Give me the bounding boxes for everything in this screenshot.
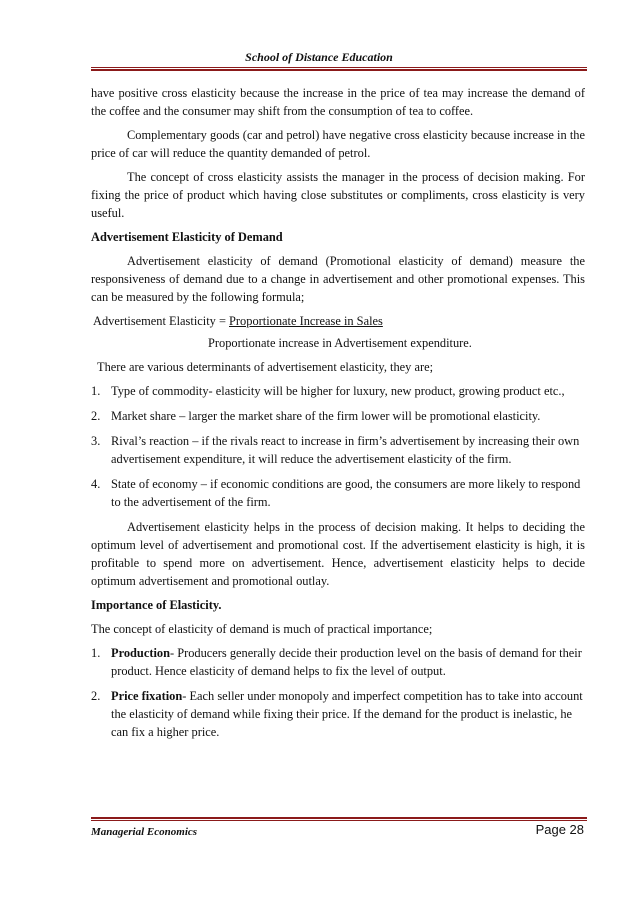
list-number: 2. xyxy=(91,409,101,423)
importance-heading: Importance of Elasticity. xyxy=(91,598,222,612)
formula-denominator: Proportionate increase in Advertisement expenditure. xyxy=(208,336,472,350)
page-body xyxy=(91,84,585,748)
list-number: 4. xyxy=(91,477,101,491)
list-item-text: Market share – larger the market share of the firm lower will be promotional elasticity. xyxy=(111,409,541,423)
importance-intro: The concept of elasticity of demand is much of practical importance; xyxy=(91,622,433,636)
list-item-text: - Producers generally decide their production level on the basis of demand for their product. Hence elasticity of demand helps to fix the level of output. xyxy=(111,646,582,678)
footer-rule xyxy=(91,817,587,821)
page-header: School of Distance Education xyxy=(245,50,393,64)
list-item-term: Price fixation xyxy=(111,689,183,703)
page-number: Page 28 xyxy=(535,822,584,837)
determinants-intro: There are various determinants of advertisement elasticity, they are; xyxy=(97,360,434,374)
determinants-list xyxy=(91,382,585,511)
importance-list xyxy=(91,644,585,741)
footer-course-title: Managerial Economics xyxy=(91,826,198,838)
list-item-term: Type of commodity- xyxy=(111,384,213,398)
list-number: 3. xyxy=(91,434,101,448)
list-number: 2. xyxy=(91,689,101,703)
list-item xyxy=(91,382,585,400)
list-item xyxy=(91,407,585,425)
list-item-term: Production xyxy=(111,646,170,660)
list-number: 1. xyxy=(91,384,101,398)
list-item xyxy=(91,687,585,741)
intro-paragraph-2: Complementary goods (car and petrol) have negative cross elasticity because increase in the price of car will reduce the quantity demanded of petrol. xyxy=(91,128,585,160)
advert-paragraph-2: Advertisement elasticity helps in the process of decision making. It helps to deciding the optimum level of advertisement and promotional cost. If the advertisement elasticity is high, it is profitable to spend more on advertisement. Hence, advertisement elasticity helps to decide optimum advertisement and promotional outlay. xyxy=(91,520,585,588)
advert-paragraph-1: Advertisement elasticity of demand (Promotional elasticity of demand) measure the responsiveness of demand due to a change in advertisement and other promotional expenses. This can be measured by the following formula; xyxy=(91,254,585,304)
header-rule xyxy=(91,67,587,71)
list-item-text: - Each seller under monopoly and imperfect competition has to take into account the elasticity of demand while fixing their price. If the demand for the product is inelastic, he can fix a higher price. xyxy=(111,689,583,739)
list-item-text: elasticity will be higher for luxury, new product, growing product etc., xyxy=(212,384,565,398)
advert-heading: Advertisement Elasticity of Demand xyxy=(91,230,283,244)
list-number: 1. xyxy=(91,646,101,660)
list-item-text: Rival’s reaction – if the rivals react to increase in firm’s advertisement by increasing their own advertisement expenditure, it will reduce the advertisement elasticity of the firm. xyxy=(111,434,580,466)
formula-lhs: Advertisement Elasticity = xyxy=(93,314,230,328)
list-item-text: State of economy – if economic conditions are good, the consumers are more likely to respond to the advertisement of the firm. xyxy=(111,477,581,509)
list-item xyxy=(91,475,585,511)
formula-numerator: Proportionate Increase in Sales xyxy=(229,314,383,328)
list-item xyxy=(91,432,585,468)
formula-line xyxy=(93,312,585,330)
list-item xyxy=(91,644,585,680)
intro-paragraph-1: have positive cross elasticity because the increase in the price of tea may increase the demand of the coffee and the consumer may shift from the consumption of tea to coffee. xyxy=(91,86,585,118)
intro-paragraph-3: The concept of cross elasticity assists the manager in the process of decision making. For fixing the price of product which having close substitutes or compliments, cross elasticity is very useful. xyxy=(91,170,585,220)
